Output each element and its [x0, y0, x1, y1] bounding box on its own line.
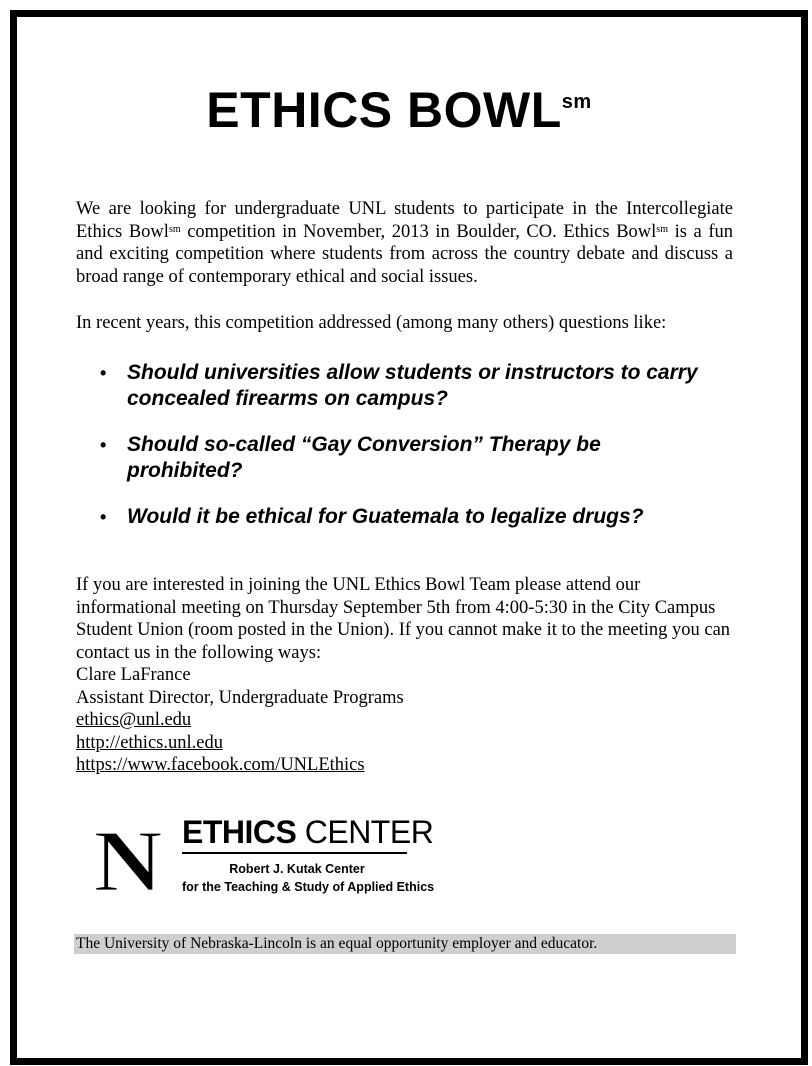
- logo-title: [182, 814, 434, 850]
- title-text: ETHICS BOWL: [206, 82, 562, 138]
- service-mark: sm: [168, 223, 181, 235]
- contact-role: Assistant Director, Undergraduate Programs: [76, 687, 404, 708]
- lead-paragraph: In recent years, this competition addressed (among many others) questions like:: [76, 313, 667, 333]
- bullet-icon: •: [100, 363, 107, 383]
- email-link[interactable]: ethics@unl.edu: [76, 710, 192, 730]
- list-item: [100, 432, 720, 484]
- contact-block: [76, 664, 404, 777]
- logo-divider: [182, 852, 407, 854]
- question-text: Would it be ethical for Guatemala to legalize drugs?: [127, 505, 644, 528]
- list-item: [100, 504, 720, 530]
- meeting-paragraph: If you are interested in joining the UNL Ethics Bowl Team please attend our informational meeting on Thursday September 5th from 4:00-5:30 in the City Campus Student Union (room posted in the Union). If you cannot make it to the meeting you can contact us in the following ways:: [76, 575, 731, 663]
- question-list: [100, 360, 720, 550]
- intro-text-2: competition in November, 2013 in Boulder, CO. Ethics Bowl: [180, 221, 657, 242]
- list-item: [100, 360, 720, 412]
- footer-notice: The University of Nebraska-Lincoln is an equal opportunity employer and educator.: [74, 934, 736, 954]
- bullet-icon: •: [100, 507, 107, 527]
- logo-subtitle-1: Robert J. Kutak Center: [229, 862, 365, 876]
- bullet-icon: •: [100, 435, 107, 455]
- nebraska-n-logo-icon: [92, 818, 162, 898]
- intro-paragraph: [76, 198, 733, 288]
- ethics-center-logo: [182, 814, 435, 896]
- intro-text-3: is a fun and exciting competition where students from across the country debate and discuss a broad range of contemporary ethical and social issues.: [76, 221, 733, 287]
- page-title: [0, 80, 798, 140]
- logo-mark-letter: N: [93, 818, 161, 898]
- service-mark: sm: [561, 91, 592, 113]
- contact-name: Clare LaFrance: [76, 665, 191, 685]
- question-text: Should so-called “Gay Conversion” Therapy be prohibited?: [127, 433, 601, 482]
- logo-title-light: CENTER: [296, 814, 434, 850]
- facebook-link[interactable]: https://www.facebook.com/UNLEthics: [76, 755, 365, 775]
- question-text: Should universities allow students or instructors to carry concealed firearms on campus?: [127, 361, 698, 410]
- logo-title-bold: ETHICS: [182, 814, 297, 850]
- logo-subtitle-2: for the Teaching & Study of Applied Ethics: [182, 880, 435, 894]
- service-mark: sm: [656, 223, 668, 235]
- intro-text-1: We are looking for undergraduate UNL students to participate in the Intercollegiate Ethics Bowl: [76, 199, 733, 242]
- website-link[interactable]: http://ethics.unl.edu: [76, 732, 223, 753]
